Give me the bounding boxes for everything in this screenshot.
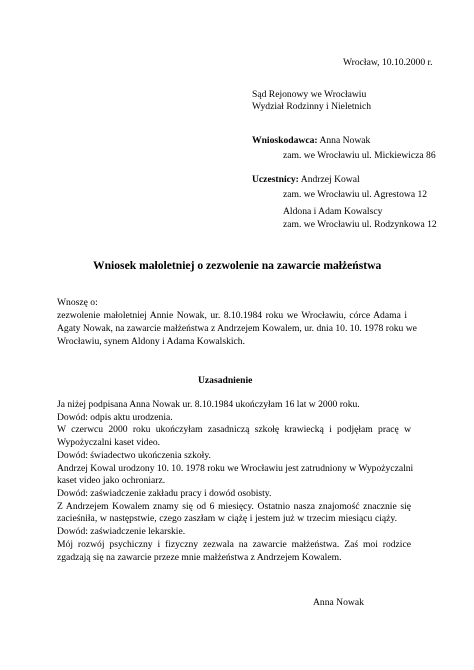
request-line: Wrocławiu, synem Aldony i Adama Kowalskich. [57, 336, 245, 347]
applicant-line [252, 134, 370, 147]
participant-1-name: Andrzej Kowal [300, 174, 360, 185]
justification-line: Wypożyczalni kaset video. [57, 437, 161, 448]
court-division: Wydział Rodzinny i Nieletnich [252, 101, 372, 112]
justification-line: Dowód: świadectwo ukończenia szkoły. [57, 450, 211, 461]
justification-line: Dowód: zaświadczenie lekarskie. [57, 526, 186, 537]
justification-line: W czerwcu 2000 roku ukończyłam zasadniczą szkołę krawiecką i podjęłam pracę w [57, 424, 411, 435]
participant-1-address: zam. we Wrocławiu ul. Agrestowa 12 [283, 189, 428, 200]
justification-line: Z Andrzejem Kowalem znamy się od 6 miesięcy. Ostatnio nasza znajomość znacznie się [57, 501, 411, 512]
participants-label: Uczestnicy: [252, 174, 299, 185]
justification-heading: Uzasadnienie [198, 375, 253, 386]
court-name: Sąd Rejonowy we Wrocławiu [252, 89, 367, 100]
request-line: zezwolenie małoletniej Annie Nowak, ur. 8.10.1984 roku we Wrocławiu, córce Adama i [57, 310, 407, 321]
signature: Anna Nowak [313, 597, 364, 608]
participants-line [252, 173, 360, 186]
applicant-address: zam. we Wrocławiu ul. Mickiewicza 86 [283, 150, 436, 161]
request-line: Agaty Nowak, na zawarcie małżeństwa z Andrzejem Kowalem, ur. dnia 10. 10. 1978 roku we [57, 323, 417, 334]
applicant-name: Anna Nowak [319, 135, 371, 146]
justification-line: kaset video jako ochroniarz. [57, 475, 166, 486]
justification-line: Ja niżej podpisana Anna Nowak ur. 8.10.1984 ukończyłam 16 lat w 2000 roku. [57, 399, 360, 410]
request-intro: Wnoszę o: [57, 297, 98, 308]
place-date: Wrocław, 10.10.2000 r. [343, 57, 433, 68]
justification-line: Andrzej Kowal urodzony 10. 10. 1978 roku we Wrocławiu jest zatrudniony w Wypożyczalni [57, 463, 414, 474]
justification-line: Mój rozwój psychiczny i fizyczny zezwala na zawarcie małżeństwa. Zaś moi rodzice [57, 539, 411, 550]
justification-line: Dowód: odpis aktu urodzenia. [57, 412, 173, 423]
participant-2-name: Aldona i Adam Kowalscy [283, 206, 383, 217]
justification-line: zacieśniła, w następstwie, czego zaszłam w ciążę i jestem już w trzecim miesiącu ciąży. [57, 513, 397, 524]
justification-line: zgadzają się na zawarcie przeze mnie małżeństwa z Andrzejem Kowalem. [57, 552, 342, 563]
applicant-label: Wnioskodawca: [252, 135, 318, 146]
participant-2-address: zam. we Wrocławiu ul. Rodzynkowa 12 [283, 219, 437, 230]
justification-line: Dowód: zaświadczenie zakładu pracy i dowód osobisty. [57, 488, 272, 499]
document-title: Wniosek małoletniej o zezwolenie na zawarcie małżeństwa [93, 259, 382, 272]
